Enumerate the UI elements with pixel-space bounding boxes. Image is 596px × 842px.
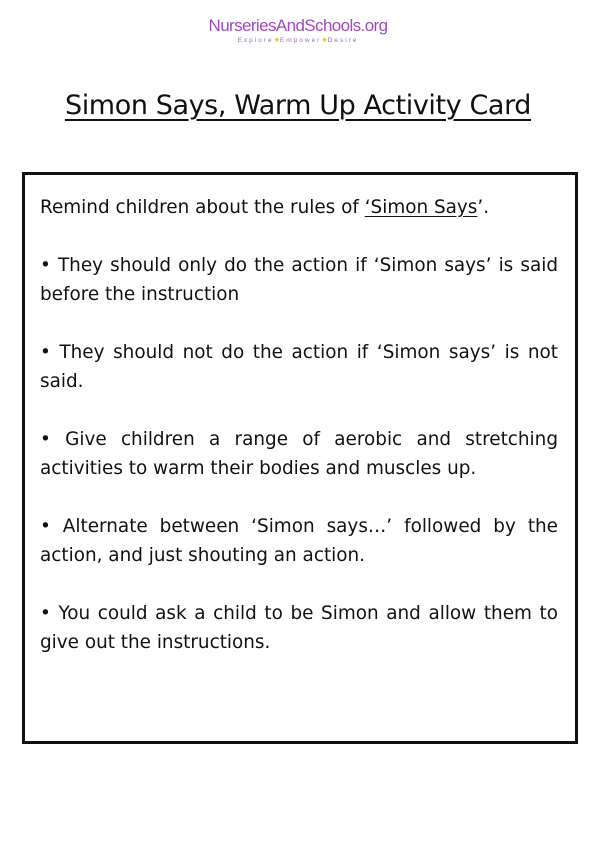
activity-card-body — [40, 193, 558, 686]
intro-after: ’. — [477, 197, 490, 218]
bullet-item: • They should not do the action if ‘Simon says’ is not said. — [40, 342, 558, 392]
intro-before: Remind children about the rules of — [40, 197, 365, 218]
star-icon: ★ — [321, 37, 328, 44]
bullet-item: • Give children a range of aerobic and stretching activities to warm their bodies and muscles up. — [40, 429, 558, 479]
bullet-item: • Alternate between ‘Simon says…’ followed by the action, and just shouting an action. — [40, 516, 558, 566]
bullet-item: • You could ask a child to be Simon and allow them to give out the instructions. — [40, 603, 558, 653]
bullet-item: • They should only do the action if ‘Simon says’ is said before the instruction — [40, 255, 558, 305]
logo-tagline — [0, 37, 596, 45]
logo-tagline-desire: Desire — [327, 37, 359, 44]
site-logo — [0, 16, 596, 45]
star-icon: ★ — [273, 37, 280, 44]
intro-text — [40, 193, 558, 222]
intro-simon-says: ‘Simon Says — [364, 197, 478, 218]
page-title: Simon Says, Warm Up Activity Card — [64, 90, 532, 121]
logo-tagline-empower: Empower — [279, 37, 322, 44]
logo-tagline-explore: Explore — [237, 37, 274, 44]
activity-card — [22, 172, 578, 744]
logo-name: NurseriesAndSchools.org — [208, 16, 388, 35]
